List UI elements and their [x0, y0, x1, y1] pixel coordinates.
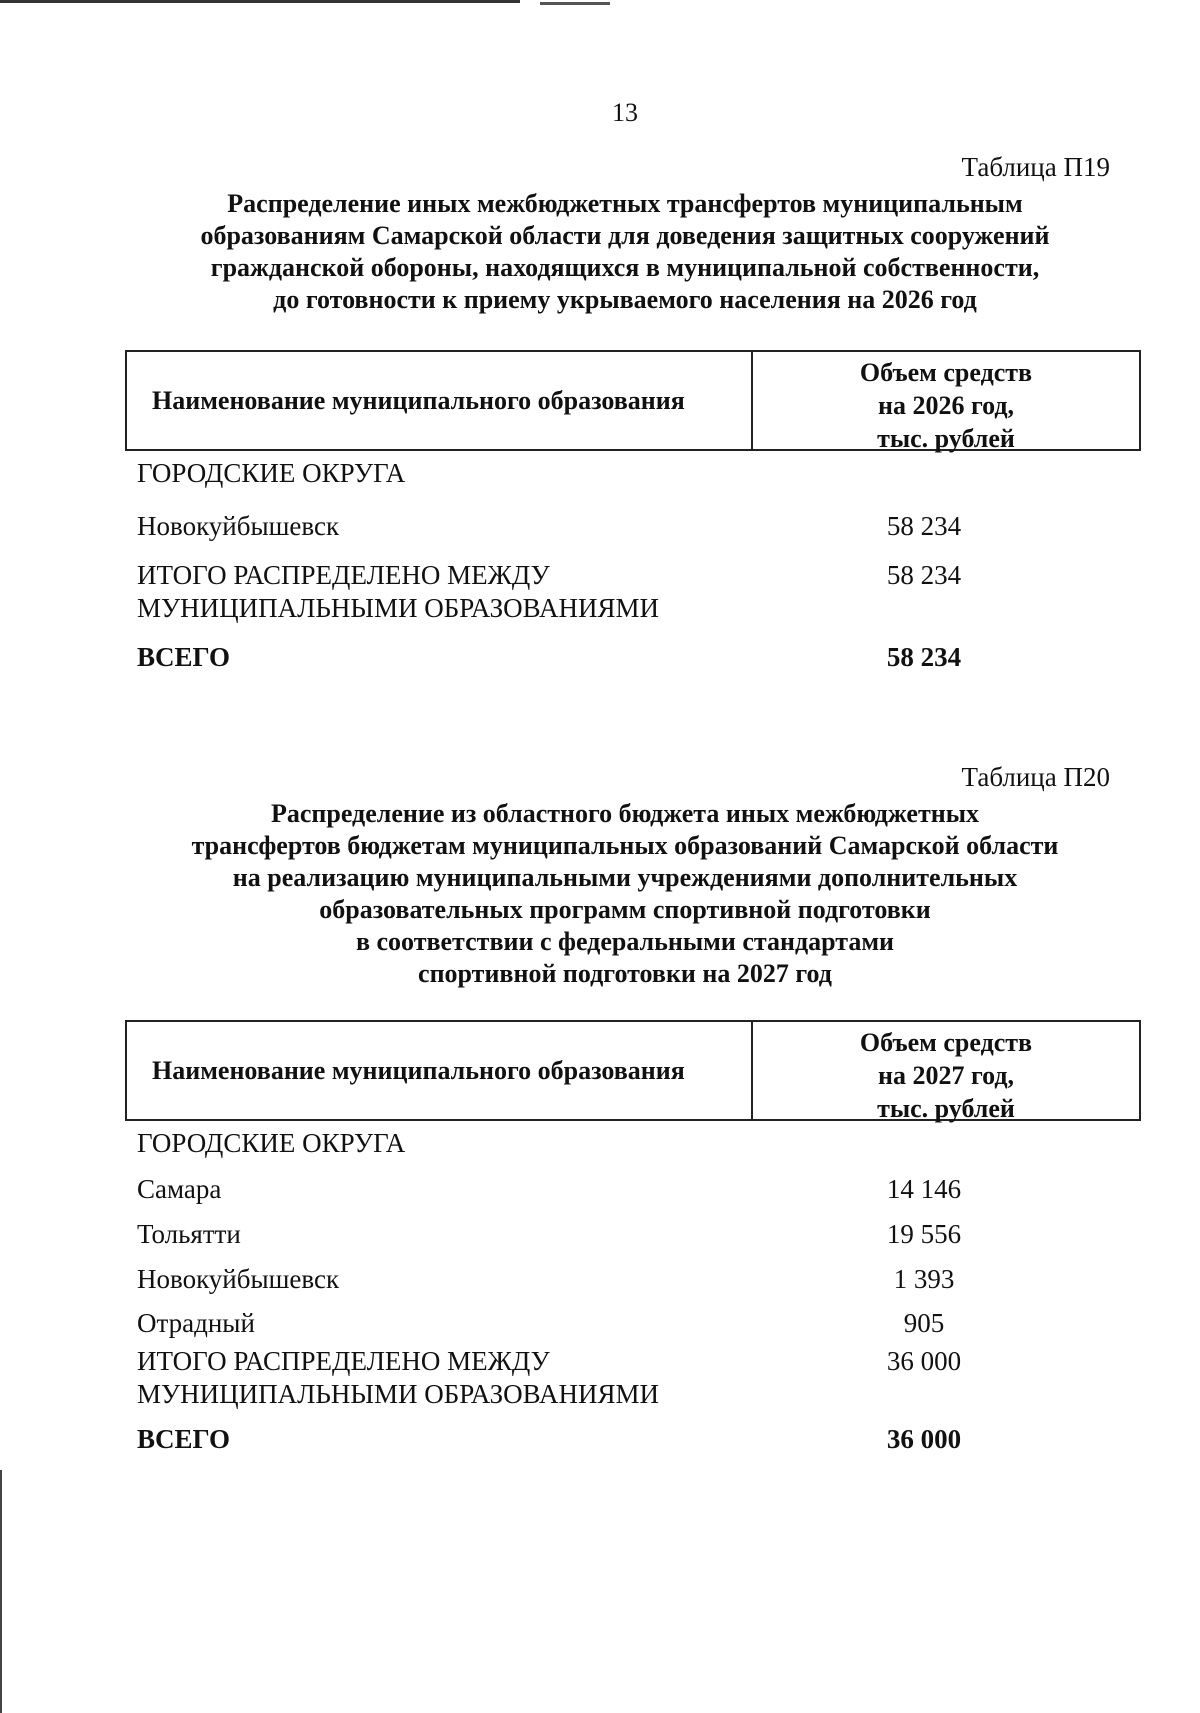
table-row: [137, 1218, 1037, 1251]
scan-top-smudge: [540, 2, 610, 5]
subtotal-name: [137, 559, 837, 625]
row-name: Новокуйбышевск: [137, 511, 340, 541]
header-volume-line: Объем средств: [859, 1028, 1033, 1057]
total-value: 36 000: [886, 1424, 962, 1454]
title-line: Распределение из областного бюджета иных межбюджетных: [270, 799, 980, 828]
row-value: 1 393: [893, 1264, 955, 1294]
header-volume-line: тыс. рублей: [877, 1094, 1015, 1123]
table-header-p20: [125, 1020, 1141, 1121]
row-value: 14 146: [886, 1174, 962, 1204]
total-row: [137, 1423, 1037, 1456]
header-name-column: Наименование муниципального образования: [127, 1022, 753, 1119]
table-row: [137, 1263, 1037, 1296]
table-title-p20: [110, 798, 1140, 990]
title-line: в соответствии с федеральными стандартами: [355, 927, 895, 956]
title-line: гражданской обороны, находящихся в муниципальной собственности,: [210, 253, 1040, 282]
section-label: ГОРОДСКИЕ ОКРУГА: [137, 1128, 406, 1158]
total-name: ВСЕГО: [137, 1424, 231, 1454]
subtotal-value: 58 234: [886, 560, 962, 590]
title-line: образованиям Самарской области для доведения защитных сооружений: [200, 221, 1050, 250]
table-row: [137, 1307, 1037, 1340]
scan-left-line: [0, 1470, 2, 1713]
title-line: до готовности к приему укрываемого населения на 2026 год: [273, 285, 977, 314]
row-value: 19 556: [886, 1219, 962, 1249]
subtotal-row: [137, 1345, 1037, 1411]
subtotal-line: МУНИЦИПАЛЬНЫМИ ОБРАЗОВАНИЯМИ: [137, 1379, 659, 1409]
section-heading: [137, 457, 1037, 490]
header-volume-line: тыс. рублей: [877, 424, 1015, 453]
header-volume-line: Объем средств: [859, 358, 1033, 387]
subtotal-line: ИТОГО РАСПРЕДЕЛЕНО МЕЖДУ: [137, 1346, 550, 1376]
row-name: Отрадный: [137, 1308, 255, 1338]
title-line: спортивной подготовки на 2027 год: [418, 959, 832, 988]
title-line: на реализацию муниципальными учреждениями дополнительных: [232, 863, 1018, 892]
header-volume-line: на 2027 год,: [877, 1061, 1015, 1090]
header-name-column: Наименование муниципального образования: [127, 352, 753, 449]
table-label-p19: Таблица П19: [961, 152, 1110, 182]
total-row: [137, 641, 1037, 674]
row-value: 905: [903, 1308, 945, 1338]
table-header-p19: [125, 350, 1141, 451]
total-value: 58 234: [886, 642, 962, 672]
row-name: Самара: [137, 1174, 222, 1204]
row-value: 58 234: [886, 511, 962, 541]
title-line: трансфертов бюджетам муниципальных образований Самарской области: [191, 831, 1059, 860]
table-title-p19: [110, 188, 1140, 316]
total-name: ВСЕГО: [137, 642, 231, 672]
header-volume-column: [753, 352, 1139, 453]
title-line: Распределение иных межбюджетных трансфертов муниципальным: [227, 189, 1023, 218]
title-line: образовательных программ спортивной подготовки: [319, 895, 931, 924]
row-name: Тольятти: [137, 1219, 241, 1249]
table-label-p20: Таблица П20: [961, 762, 1110, 792]
header-volume-line: на 2026 год,: [877, 391, 1015, 420]
subtotal-value: 36 000: [886, 1346, 962, 1376]
subtotal-name: [137, 1345, 837, 1411]
scan-top-line: [0, 0, 520, 3]
table-row: [137, 510, 1037, 543]
page-number: 13: [612, 98, 638, 127]
table-row: [137, 1173, 1037, 1206]
subtotal-line: ИТОГО РАСПРЕДЕЛЕНО МЕЖДУ: [137, 560, 550, 590]
subtotal-line: МУНИЦИПАЛЬНЫМИ ОБРАЗОВАНИЯМИ: [137, 593, 659, 623]
row-name: Новокуйбышевск: [137, 1264, 340, 1294]
subtotal-row: [137, 559, 1037, 625]
header-volume-column: [753, 1022, 1139, 1123]
section-label: ГОРОДСКИЕ ОКРУГА: [137, 458, 406, 488]
section-heading: [137, 1127, 1037, 1160]
